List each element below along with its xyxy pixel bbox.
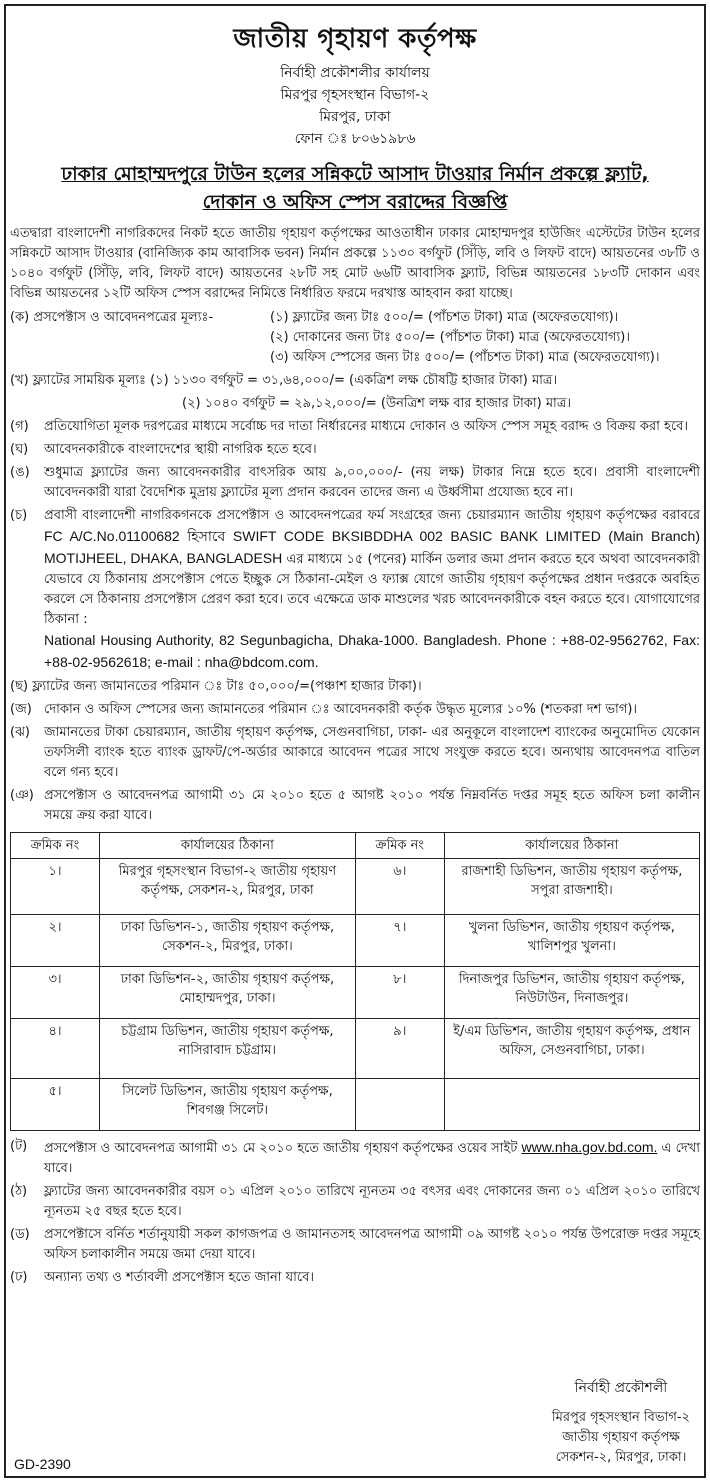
- cha-text-b: এর মাধ্যমে ১৫ (পনের) মার্কিন ডলার জমা প্রদান করতে হবে অথবা আবেদনকারী যেভাবে যে ঠিকানায় প্রসপেক্টাস পেতে ইচ্ছুক সে ঠিকানা-মেইল ও ফ্যাক্স যোগে জাতীয় গৃহায়ণ কর্তৃপক্ষের প্রধান দপ্তরকে অবহিত করলে সে ঠিকানায় প্রসপেক্টাস প্রেরণ করা হবে। তবে এক্ষেত্রে ডাক মাশুলের খরচ আবেদনকারীকে বহন করতে হবে। যোগাযোগের ঠিকানা :: [44, 552, 700, 627]
- col-addr-2: কার্যালয়ের ঠিকানা: [444, 833, 699, 859]
- item-dha: (ঢ) অন্যান্য তথ্য ও শর্তাবলী প্রসপেক্টাস হতে জানা যাবে।: [10, 1270, 315, 1285]
- table-row: ১। মিরপুর গৃহসংস্থান বিভাগ-২ জাতীয় গৃহায়ণ কর্তৃপক্ষ, সেকশন-২, মিরপুর, ঢাকা ৬। রাজশাহী ডিভিশন, জাতীয় গৃহায়ণ কর্তৃপক্ষ, সপুরা রাজশাহী।: [11, 859, 700, 915]
- item-tha: (ঠ) ফ্ল্যাটের জন্য আবেদনকারীর বয়স ০১ এপ্রিল ২০১০ তারিখে ন্যূনতম ৩৫ বৎসর এবং দোকানের জন্য ০১ এপ্রিল ২০১০ তারিখে ন্যূনতম ২৫ বছর হতে হবে।: [10, 1184, 700, 1219]
- price-office: (৩) অফিস স্পেসের জন্য টাঃ ৫০০/= (পাঁচশত টাকা) মাত্র (অফেরতযোগ্য)।: [270, 350, 660, 365]
- notice-code: GD-2390: [14, 1456, 71, 1472]
- item-ga: (গ) প্রতিযোগিতা মূলক দরপত্রের মাধ্যমে সর্বোচ্চ দর দাতা নির্ধারনের মাধ্যমে দোকান ও অফিস স্পেস সমূহ বরাদ্দ ও বিক্রয় করা হবে।: [10, 419, 688, 434]
- table-row: ২। ঢাকা ডিভিশন-১, জাতীয় গৃহায়ণ কর্তৃপক্ষ, সেকশন-২, মিরপুর, ঢাকা। ৭। খুলনা ডিভিশন, জাতীয় গৃহায়ণ কর্তৃপক্ষ, খালিশপুর খুলনা।: [11, 915, 700, 967]
- headline-line2: দোকান ও অফিস স্পেস বরাদ্দের বিজ্ঞপ্তি: [202, 191, 508, 213]
- signature-block: নির্বাহী প্রকৌশলী মিরপুর গৃহসংস্থান বিভাগ-২ জাতীয় গৃহায়ণ কর্তৃপক্ষ সেকশন-২, মিরপুর, ঢাকা।: [551, 1380, 690, 1465]
- intro-paragraph: এতদ্বারা বাংলাদেশী নাগরিকদের নিকট হতে জাতীয় গৃহায়ণ কর্তৃপক্ষের আওতাধীন ঢাকার মোহাম্মদপুর হাউজিং এস্টেটের টাউন হলের সন্নিকটে আসাদ টাওয়ার (বানিজ্যিক কাম আবাসিক ভবন) নির্মান প্রকল্পে ১১৩০ বর্গফুট (সিঁড়ি, লবি ও লিফট বাদে) আয়তনের ৩৮টি ও ১০৪০ বর্গফুট (সিঁড়ি, লবি, লিফট বাদে) আয়তনের ২৮টি সহ মোট ৬৬টি আবাসিক ফ্ল্যাট, বিভিন্ন আয়তনের ১৮৩টি দোকান এবং বিভিন্ন আয়তনের ১২টি অফিস স্পেস বরাদ্দের নিমিত্তে নির্ধারিত ফরমে দরখাস্ত আহবান করা যাচ্ছে।: [10, 226, 700, 301]
- website-link[interactable]: www.nha.gov.bd.com.: [521, 1139, 658, 1155]
- item-ja: (জ) দোকান ও অফিস স্পেসের জন্য জামানতের পরিমান ঃ আবেদনকারী কর্তৃক উদ্ধৃত মূল্যের ১০% (শতকরা দশ ভাগ)।: [10, 702, 638, 717]
- bank-details: FC A/C.No.01100682 হিসাবে SWIFT CODE BKSIBDDHA 002 BASIC BANK LIMITED (Main Branch) MOTIJHEEL, DHAKA, BANGLADESH: [44, 528, 700, 566]
- location-line: মিরপুর, ঢাকা: [319, 109, 391, 125]
- item-uo: (ঙ) শুধুমাত্র ফ্ল্যাটের জন্য আবেদনকারীর বাৎসরিক আয় ৯,০০,০০০/- (নয় লক্ষ) টাকার নিম্নে হতে হবে। প্রবাসী বাংলাদেশী আবেদনকারী যারা বৈদেশিক মুদ্রায় ফ্ল্যাটের মূল্য প্রদান করবেন তাদের জন্য এ উর্ধ্বসীমা প্রযোজ্য হবে না।: [10, 465, 700, 500]
- col-addr-1: কার্যালয়ের ঠিকানা: [100, 833, 356, 859]
- item-jha: (ঝ) জামানতের টাকা চেয়ারম্যান, জাতীয় গৃহায়ণ কর্তৃপক্ষ, সেগুনবাগিচা, ঢাকা- এর অনুকূলে বাংলাদেশ ব্যাংকের অনুমোদিত যেকোন তফসিলী ব্যাংক হতে ব্যাংক ড্রাফট/পে-অর্ডার আকারে আবেদন পত্রের সাথে সংযুক্ত করতে হবে। অন্যথায় আবেদনপত্র বাতিল বলে গন্য হবে।: [10, 725, 700, 780]
- item-nio: (ঞ) প্রসপেক্টাস ও আবেদনপত্র আগামী ৩১ মে ২০১০ হতে ৫ আগষ্ট ২০১০ পর্যন্ত নিম্নবর্নিত দপ্তর সমূহ হতে অফিস চলা কালীন সময়ে ক্রয় করা যাবে।: [10, 788, 700, 823]
- headline-line1: ঢাকার মোহাম্মদপুরে টাউন হলের সন্নিকটে আসাদ টাওয়ার নির্মান প্রকল্পে ফ্ল্যাট,: [61, 163, 649, 185]
- table-row: ৪। চট্টগ্রাম ডিভিশন, জাতীয় গৃহায়ণ কর্তৃপক্ষ, নাসিরাবাদ চট্টগ্রাম। ৯। ই/এম ডিভিশন, জাতীয় গৃহায়ণ কর্তৃপক্ষ, প্রধান অফিস, সেগুনবাগিচা, ঢাকা।: [11, 1019, 700, 1079]
- phone-line: ফোন ঃ ৮০৬১৯৮৬: [294, 131, 416, 147]
- table-row: ৫। সিলেট ডিভিশন, জাতীয় গৃহায়ণ কর্তৃপক্ষ, শিবগঞ্জ সিলেট।: [11, 1079, 700, 1131]
- contact-address: National Housing Authority, 82 Segunbagicha, Dhaka-1000. Bangladesh. Phone : +88-02-9562762, Fax: +88-02-9562618; e-mail : nha@bdcom.com.: [44, 632, 700, 670]
- item-da: (ড) প্রসপেক্টাসে বর্নিত শর্তানুযায়ী সকল কাগজপত্র ও জামানতসহ আবেদনপত্র আগামী ০৯ আগষ্ট ২০১০ পর্যন্ত উপরোক্ত দপ্তর সমূহে অফিস চলাকালীন সময়ে জমা দেয়া যাবে।: [10, 1227, 700, 1262]
- division-line: মিরপুর গৃহসংস্থান বিভাগ-২: [280, 87, 430, 103]
- office-line: নির্বাহী প্রকৌশলীর কার্যালয়: [280, 65, 430, 81]
- price-flat: (১) ফ্ল্যাটের জন্য টাঃ ৫০০/= (পাঁচশত টাকা) মাত্র (অফেরতযোগ্য)।: [270, 310, 619, 325]
- flat-price-1: (খ) ফ্ল্যাটের সাময়িক মূল্যঃ (১) ১১৩০ বর্গফুট = ৩১,৬৪,০০০/= (একত্রিশ লক্ষ চৌষট্টি হাজার টাকা) মাত্র।: [10, 373, 558, 388]
- col-num-1: ক্রমিক নং: [11, 833, 100, 859]
- table-row: ৩। ঢাকা ডিভিশন-২, জাতীয় গৃহায়ণ কর্তৃপক্ষ, মোহাম্মদপুর, ঢাকা। ৮। দিনাজপুর ডিভিশন, জাতীয় গৃহায়ণ কর্তৃপক্ষ, নিউটাউন, দিনাজপুর।: [11, 967, 700, 1019]
- price-shop: (২) দোকানের জন্য টাঃ ৫০০/= (পাঁচশত টাকা) মাত্র (অফেরতযোগ্য)।: [270, 330, 630, 345]
- cha-text-a: প্রবাসী বাংলাদেশী নাগরিকগনকে প্রসপেক্টাস ও আবেদনপত্রের ফর্ম সংগ্রহের জন্য চেয়ারম্যান জাতীয় গৃহায়ণ কর্তৃপক্ষের বরাবরে: [44, 508, 700, 523]
- flat-price-2: (২) ১০৪০ বর্গফুট = ২৯,১২,০০০/= (উনত্রিশ লক্ষ বার হাজার টাকা) মাত্র।: [182, 396, 572, 411]
- item-gha: (ঘ) আবেদনকারীকে বাংলাদেশের স্থায়ী নাগরিক হতে হবে।: [10, 442, 317, 457]
- item-chha: (ছ) ফ্ল্যাটের জন্য জামানতের পরিমান ঃ টাঃ ৫০,০০০/=(পঞ্চাশ হাজার টাকা)।: [10, 679, 422, 694]
- price-label: (ক) প্রসপেক্টাস ও আবেদনপত্রের মূল্যঃ-: [10, 310, 214, 325]
- col-num-2: ক্রমিক নং: [355, 833, 444, 859]
- org-title: জাতীয় গৃহায়ণ কর্তৃপক্ষ: [233, 24, 477, 54]
- item-cha: (চ) প্রবাসী বাংলাদেশী নাগরিকগনকে প্রসপেক্টাস ও আবেদনপত্রের ফর্ম সংগ্রহের জন্য চেয়ারম্যান জাতীয় গৃহায়ণ কর্তৃপক্ষের বরাবরে FC A/C.No.01100682 হিসাবে SWIFT CODE BKSIBDDHA 002 BASIC BANK LIMITED (Main Branch) MOTIJHEEL, DHAKA, BANGLADESH এর মাধ্যমে ১৫ (পনের) মার্কিন ডলার জমা প্রদান করতে হবে অথবা আবেদনকারী যেভাবে যে ঠিকানায় প্রসপেক্টাস পেতে ইচ্ছুক সে ঠিকানা-মেইল ও ফ্যাক্স যোগে জাতীয় গৃহায়ণ কর্তৃপক্ষের প্রধান দপ্তরকে অবহিত করলে সে ঠিকানায় প্রসপেক্টাস প্রেরণ করা হবে। তবে এক্ষেত্রে ডাক মাশুলের খরচ আবেদনকারীকে বহন করতে হবে। যোগাযোগের ঠিকানা : National Housing Authority, 82 Segunbagicha, Dhaka-1000. Bangladesh. Phone : +88-02-9562762, Fax: +88-02-9562618; e-mail : nha@bdcom.com.: [10, 508, 700, 670]
- signatory-title: নির্বাহী প্রকৌশলী: [574, 1380, 668, 1396]
- item-ta: (ট) প্রসপেক্টাস ও আবেদনপত্র আগামী ৩১ মে ২০১০ হতে জাতীয় গৃহায়ণ কর্তৃপক্ষের ওয়েব সাইট www.nha.gov.bd.com. এ দেখা যাবে।: [10, 1139, 700, 1176]
- page-border: [4, 4, 706, 1478]
